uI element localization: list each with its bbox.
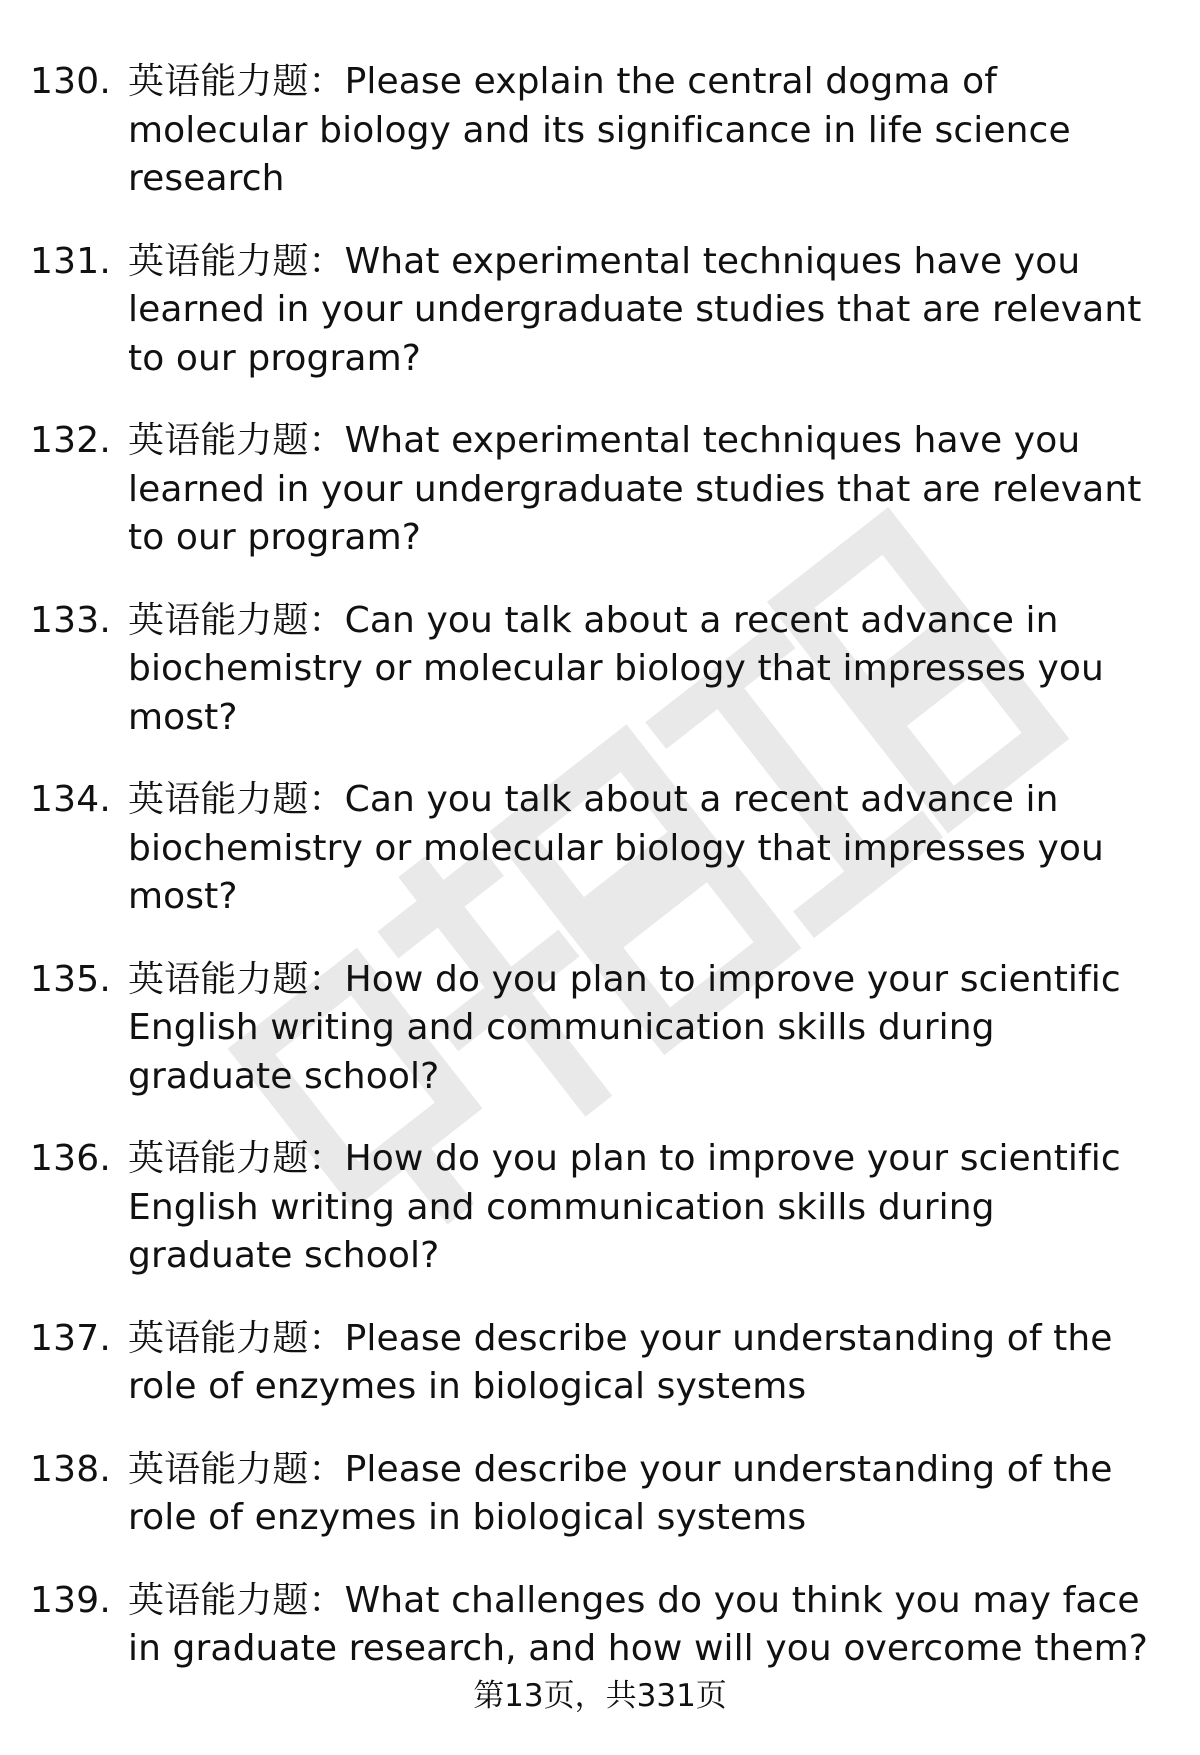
list-item bbox=[0, 1577, 1200, 1674]
question-label: 英语能力题： bbox=[128, 1317, 345, 1359]
list-item bbox=[0, 1315, 1200, 1412]
question-label: 英语能力题： bbox=[128, 420, 345, 461]
question-text bbox=[128, 597, 1168, 743]
question-text bbox=[128, 956, 1168, 1102]
page-number-footer: 第13页，共331页 bbox=[473, 1678, 727, 1714]
question-text bbox=[128, 1135, 1168, 1281]
list-item bbox=[0, 238, 1200, 384]
question-body: Please describe your understanding of the role of enzymes in biological systems bbox=[128, 1448, 1113, 1538]
question-number: 133. bbox=[30, 599, 111, 641]
question-number: 138. bbox=[30, 1448, 111, 1490]
list-item bbox=[0, 597, 1200, 743]
list-item bbox=[0, 58, 1200, 204]
list-item bbox=[0, 956, 1200, 1102]
question-number: 132. bbox=[30, 420, 111, 461]
list-item bbox=[0, 1446, 1200, 1543]
question-label: 英语能力题： bbox=[128, 599, 345, 641]
question-label: 英语能力题： bbox=[128, 240, 345, 282]
question-number: 135. bbox=[30, 958, 111, 1000]
question-body: What challenges do you think you may face in graduate research, and how will you overcome them? bbox=[128, 1579, 1148, 1669]
list-item bbox=[0, 1135, 1200, 1281]
question-number: 136. bbox=[30, 1138, 111, 1179]
list-item bbox=[0, 417, 1200, 563]
question-number: 134. bbox=[30, 779, 111, 820]
question-label: 英语能力题： bbox=[128, 1138, 345, 1179]
question-label: 英语能力题： bbox=[128, 958, 345, 1000]
question-text bbox=[128, 776, 1168, 922]
question-label: 英语能力题： bbox=[128, 61, 345, 102]
question-text bbox=[128, 1577, 1168, 1674]
question-label: 英语能力题： bbox=[128, 1448, 345, 1490]
question-number: 137. bbox=[30, 1317, 111, 1359]
list-item bbox=[0, 776, 1200, 922]
question-number: 139. bbox=[30, 1579, 111, 1621]
question-text bbox=[128, 1315, 1168, 1412]
question-list bbox=[0, 58, 1200, 1708]
question-label: 英语能力题： bbox=[128, 1579, 345, 1621]
question-text bbox=[128, 58, 1168, 204]
question-number: 131. bbox=[30, 240, 111, 282]
question-label: 英语能力题： bbox=[128, 779, 345, 820]
question-number: 130. bbox=[30, 61, 111, 102]
question-body: How do you plan to improve your scientific English writing and communication skills during graduate school? bbox=[128, 958, 1121, 1097]
question-text bbox=[128, 417, 1168, 563]
question-body: What experimental techniques have you learned in your undergraduate studies that are relevant to our program? bbox=[128, 240, 1142, 379]
question-text bbox=[128, 1446, 1168, 1543]
question-body: Please describe your understanding of the role of enzymes in biological systems bbox=[128, 1317, 1113, 1407]
question-text bbox=[128, 238, 1168, 384]
question-body: Please explain the central dogma of molecular biology and its significance in life science research bbox=[128, 61, 1071, 199]
question-body: Can you talk about a recent advance in biochemistry or molecular biology that impresses you most? bbox=[128, 599, 1104, 738]
question-body: What experimental techniques have you learned in your undergraduate studies that are relevant to our program? bbox=[128, 420, 1142, 558]
question-body: How do you plan to improve your scientific English writing and communication skills during graduate school? bbox=[128, 1138, 1121, 1276]
question-body: Can you talk about a recent advance in biochemistry or molecular biology that impresses you most? bbox=[128, 779, 1104, 917]
